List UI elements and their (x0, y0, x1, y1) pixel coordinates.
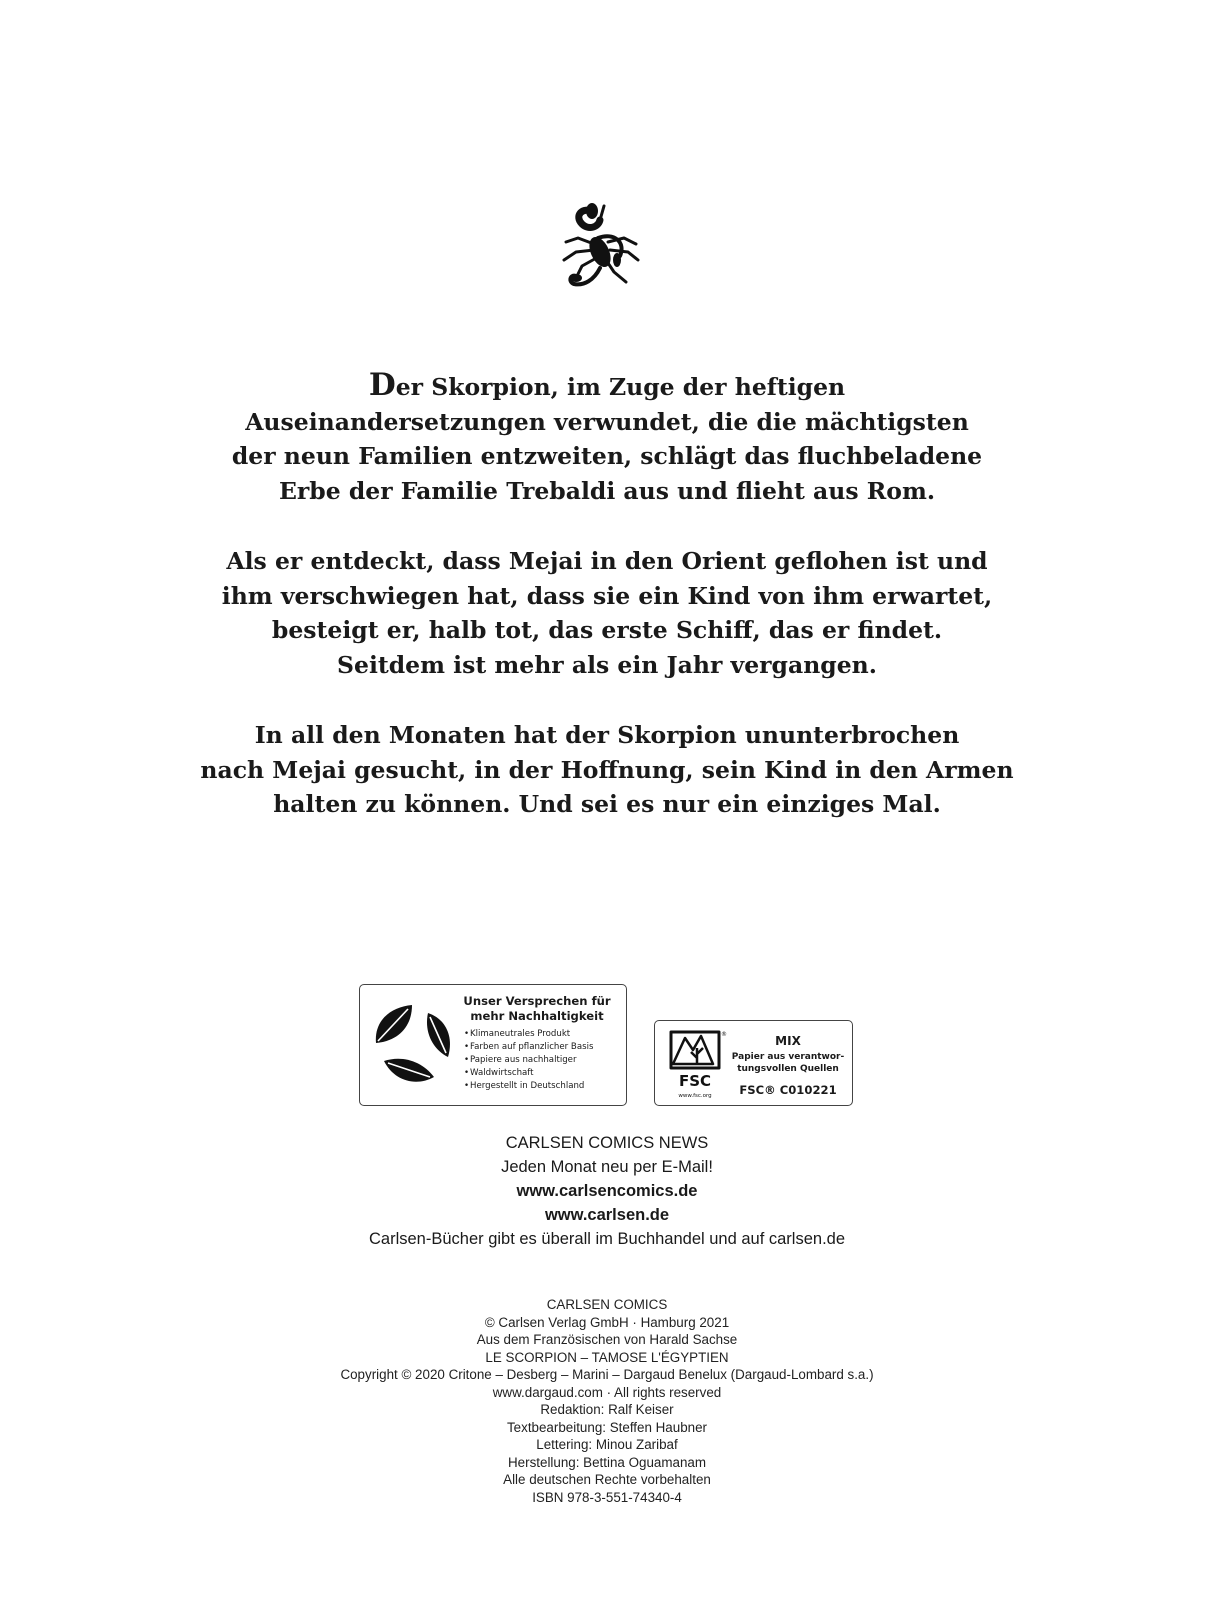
intro-line: Erbe der Familie Trebaldi aus und flieht aus Rom. (278, 476, 935, 505)
leaf-cycle-icon (368, 997, 456, 1093)
list-item: • Farben auf pflanzlicher Basis (464, 1041, 593, 1054)
intro-paragraph-3 (107, 718, 1107, 822)
newsletter-block (107, 1131, 1107, 1251)
intro-line: Seitdem ist mehr als ein Jahr vergangen. (337, 650, 877, 679)
list-item: • Papiere aus nachhaltiger (464, 1054, 593, 1067)
imprint-line: Redaktion: Ralf Keiser (540, 1402, 674, 1417)
imprint-line: Lettering: Minou Zaribaf (536, 1437, 678, 1452)
intro-line: Auseinandersetzungen verwundet, die die mächtigsten (245, 407, 969, 436)
intro-line: halten zu können. Und sei es nur ein einziges Mal. (273, 790, 941, 818)
intro-line: In all den Monaten hat der Skorpion ununterbrochen (254, 721, 960, 749)
fsc-description-line: Papier aus verantwor- (731, 1052, 845, 1062)
intro-line: nach Mejai gesucht, in der Hoffnung, sein Kind in den Armen (200, 755, 1014, 784)
list-item-continuation: • Waldwirtschaft (464, 1067, 593, 1080)
fsc-badge (654, 1020, 853, 1106)
fsc-description-line: tungsvollen Quellen (737, 1063, 839, 1074)
newsletter-subline: Jeden Monat neu per E-Mail! (501, 1158, 713, 1176)
intro-text (107, 367, 1107, 858)
imprint-line: www.dargaud.com · All rights reserved (492, 1384, 722, 1400)
sustainability-badge (359, 984, 627, 1106)
sustainability-list (464, 1028, 593, 1093)
sustainability-title-line: Unser Versprechen für (463, 994, 611, 1008)
imprint-line: Copyright © 2020 Critone – Desberg – Marini – Dargaud Benelux (Dargaud-Lombard s.a.) (340, 1367, 874, 1382)
drop-cap: D (368, 367, 396, 403)
sustainability-title (456, 994, 618, 1023)
imprint-line: Alle deutschen Rechte vorbehalten (503, 1472, 711, 1487)
fsc-description (729, 1052, 847, 1075)
scorpion-icon (554, 198, 644, 294)
carlsencomics-link[interactable]: www.carlsencomics.de (516, 1182, 698, 1200)
list-item: • Hergestellt in Deutschland (464, 1080, 593, 1093)
imprint-line: ISBN 978-3-551-74340-4 (532, 1489, 682, 1505)
imprint-line: Aus dem Französischen von Harald Sachse (476, 1332, 738, 1347)
intro-line: besteigt er, halb tot, das erste Schiff, das er findet. (271, 616, 943, 644)
newsletter-note: Carlsen-Bücher gibt es überall im Buchhandel und auf carlsen.de (368, 1230, 846, 1248)
imprint-line: Textbearbeitung: Steffen Haubner (506, 1419, 707, 1435)
intro-line: er Skorpion, im Zuge der heftigen (395, 373, 846, 401)
fsc-logo-text: FSC (678, 1072, 712, 1090)
intro-line: der neun Familien entzweiten, schlägt das fluchbeladene (231, 442, 983, 470)
imprint-line: Herstellung: Bettina Oguamanam (508, 1454, 706, 1470)
sustainability-title-line: mehr Nachhaltigkeit (470, 1008, 604, 1023)
imprint-line: CARLSEN COMICS (546, 1297, 668, 1312)
intro-line: ihm verschwiegen hat, dass sie ein Kind von ihm erwartet, (221, 581, 993, 610)
intro-line: Als er entdeckt, dass Mejai in den Orient geflohen ist und (226, 547, 988, 575)
list-item: • Klimaneutrales Produkt (464, 1028, 593, 1041)
imprint (107, 1296, 1107, 1506)
imprint-line: © Carlsen Verlag GmbH · Hamburg 2021 (484, 1314, 730, 1330)
intro-paragraph-2 (107, 544, 1107, 682)
imprint-line: LE SCORPION – TAMOSE L'ÉGYPTIEN (485, 1349, 729, 1365)
registered-mark: ® (721, 1031, 727, 1038)
fsc-mix-label: MIX (775, 1034, 801, 1048)
carlsen-link[interactable]: www.carlsen.de (544, 1206, 670, 1224)
fsc-code: FSC® C010221 (739, 1083, 837, 1097)
fsc-url: www.fsc.org (678, 1093, 712, 1099)
fsc-tree-logo-icon (667, 1028, 727, 1100)
intro-paragraph-1 (107, 367, 1107, 508)
newsletter-heading: CARLSEN COMICS NEWS (505, 1134, 709, 1152)
